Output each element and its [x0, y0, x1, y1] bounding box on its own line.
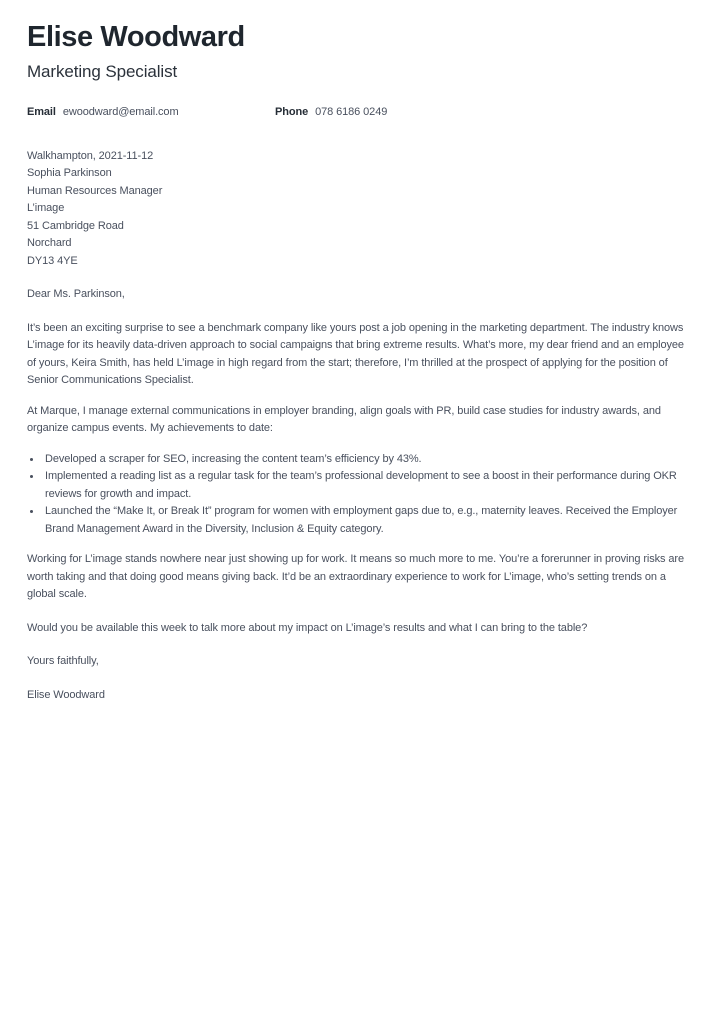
- recipient-name: Sophia Parkinson: [27, 167, 112, 180]
- phone-label: Phone: [275, 105, 309, 118]
- job-title: Marketing Specialist: [27, 61, 178, 81]
- contact-row: [27, 106, 695, 118]
- achievement-item: • Developed a scraper for SEO, increasing the content team’s efficiency by 43%.: [42, 451, 695, 469]
- achievement-item: • Implemented a reading list as a regular task for the team’s professional development to see a boost in their performance during OKR reviews for growth and impact.: [42, 468, 695, 503]
- recipient-role: Human Resources Manager: [27, 184, 163, 197]
- date-line: Walkhampton, 2021-11-12: [27, 149, 154, 162]
- signature-name: Elise Woodward: [27, 688, 105, 701]
- achievement-item: • Launched the “Make It, or Break It” program for women with employment gaps due to, e.g., maternity leaves. Received the Employer Brand Management Award in the Diversity, Inclusion & Equity category.: [42, 503, 695, 538]
- recipient-address-block: [27, 148, 695, 271]
- recipient-street: 51 Cambridge Road: [27, 219, 124, 232]
- letter-body: [27, 148, 695, 705]
- paragraph-call-to-action: Would you be available this week to talk more about my impact on L’image’s results and what I can bring to the table?: [27, 621, 588, 634]
- salutation: Dear Ms. Parkinson,: [27, 288, 125, 301]
- recipient-city: Norchard: [27, 237, 72, 250]
- paragraph-current-role: At Marque, I manage external communications in employer branding, align goals with PR, build case studies for industry awards, and organize campus events. My achievements to date:: [27, 404, 661, 435]
- recipient-postcode: DY13 4YE: [27, 254, 78, 267]
- paragraph-intro: It’s been an exciting surprise to see a benchmark company like yours post a job opening in the marketing department. The industry knows L’image for its heavily data-driven approach to social campaigns that bring extreme results. What’s more, my dear friend and an employee of yours, Keira Smith, has held L’image in high regard from the start; therefore, I’m thrilled at the prospect of applying for the position of Senior Communications Specialist.: [27, 321, 684, 387]
- page-title-name: Elise Woodward: [27, 21, 245, 53]
- recipient-company: L’image: [27, 202, 65, 215]
- phone-value: 078 6186 0249: [315, 105, 388, 118]
- contact-phone: [275, 106, 387, 118]
- valediction: Yours faithfully,: [27, 655, 99, 668]
- email-label: Email: [27, 105, 56, 118]
- paragraph-motivation: Working for L’image stands nowhere near just showing up for work. It means so much more to me. You’re a forerunner in proving risks are worth taking and that doing good means giving back. It’d be an extraordinary experience to work for L’image, who’s setting trends on a global scale.: [27, 553, 685, 601]
- achievements-list: [27, 451, 695, 539]
- contact-email: [27, 106, 275, 118]
- email-value: ewoodward@email.com: [62, 105, 179, 118]
